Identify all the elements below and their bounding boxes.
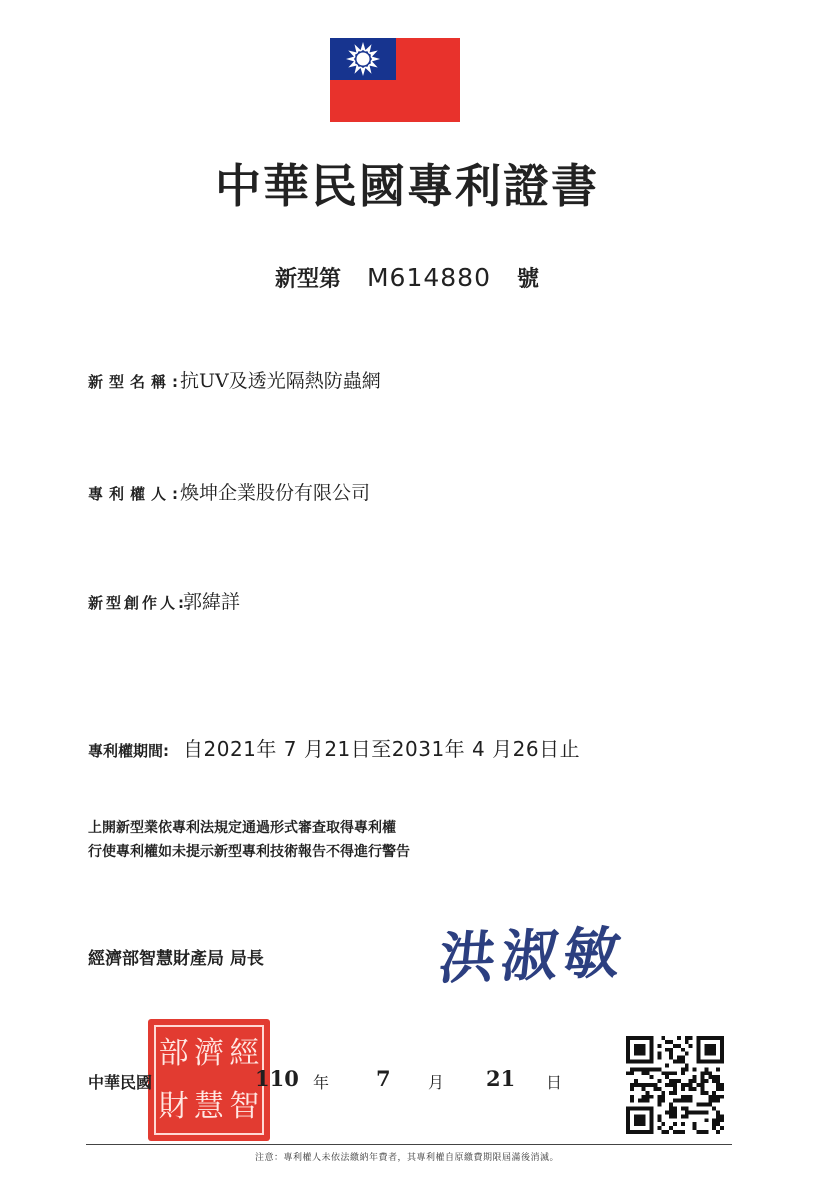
seal-char: 濟 xyxy=(193,1035,224,1071)
white-sun-icon xyxy=(338,40,388,78)
field-name-value: 抗UV及透光隔熱防蟲網 xyxy=(180,370,381,392)
field-period-row xyxy=(88,733,580,762)
issue-date-era: 中華民國 xyxy=(88,1073,153,1092)
seal-char: 經 xyxy=(229,1035,260,1071)
field-holder-label: 專利權人: xyxy=(88,485,184,503)
seal-char: 智 xyxy=(229,1088,260,1124)
issue-date-year-unit: 年 xyxy=(313,1073,330,1092)
issue-date-day-unit: 日 xyxy=(546,1073,563,1092)
issue-date-year: 110 xyxy=(255,1066,299,1091)
certificate-title: 中華民國專利證書 xyxy=(215,159,599,213)
seal-grid xyxy=(154,1025,264,1135)
seal-char: 慧 xyxy=(193,1088,224,1124)
issue-date-month: 7 xyxy=(376,1066,391,1091)
patent-number: M614880 xyxy=(366,263,491,292)
issue-date-day: 21 xyxy=(486,1066,516,1091)
patent-type-label: 新型第 xyxy=(274,267,341,292)
field-holder-row xyxy=(88,478,370,505)
seal-char: 部 xyxy=(158,1035,189,1071)
field-name-row xyxy=(88,366,381,393)
roc-flag-icon xyxy=(330,38,460,122)
field-creator-value: 郭緯詳 xyxy=(183,591,241,613)
director-title: 經濟部智慧財產局 局長 xyxy=(88,949,264,969)
field-period-value: 自2021年 7 月21日至2031年 4 月26日止 xyxy=(183,737,581,761)
patent-number-line xyxy=(0,262,814,293)
field-holder-value: 煥坤企業股份有限公司 xyxy=(180,482,371,504)
field-name-label: 新型名稱: xyxy=(88,373,184,391)
footer-divider xyxy=(86,1144,732,1145)
footnote: 注意：專利權人未依法繳納年費者，其專利權自原繳費期限屆滿後消滅。 xyxy=(254,1153,559,1163)
field-period-label: 專利權期間: xyxy=(88,742,169,760)
notice-line-2: 行使專利權如未提示新型專利技術報告不得進行警告 xyxy=(88,844,410,860)
qr-code-icon xyxy=(626,1036,724,1134)
field-creator-row xyxy=(88,587,240,614)
director-signature: 洪淑敏 xyxy=(435,919,630,993)
notice-line-1: 上開新型業依專利法規定通過形式審查取得專利權 xyxy=(88,820,396,836)
seal-char: 財 xyxy=(158,1088,189,1124)
number-suffix: 號 xyxy=(517,267,540,292)
issue-date-month-unit: 月 xyxy=(428,1073,445,1092)
official-seal-icon xyxy=(148,1019,270,1141)
field-creator-label: 新型創作人: xyxy=(88,594,187,612)
